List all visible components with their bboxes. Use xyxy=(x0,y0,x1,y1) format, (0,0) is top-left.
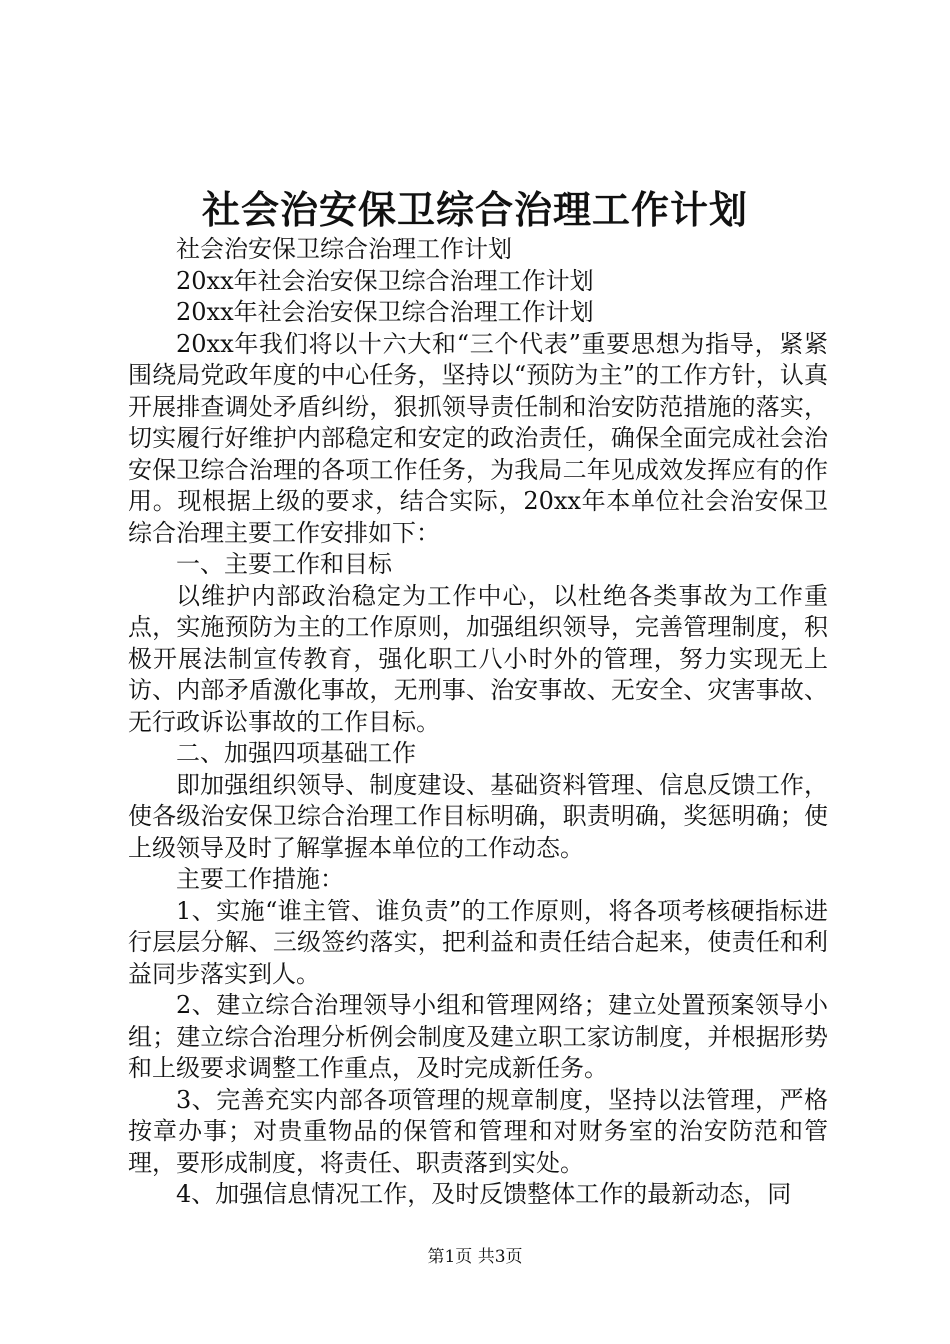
paragraph: 以维护内部政治稳定为工作中心，以杜绝各类事故为工作重点，实施预防为主的工作原则，加强组织领导，完善管理制度，积极开展法制宣传教育，强化职工八小时外的管理，努力实现无上访、内部矛盾激化事故，无刑事、治安事故、无安全、灾害事故、无行政诉讼事故的工作目标。 xyxy=(128,581,828,736)
section-heading: 二、加强四项基础工作 xyxy=(176,739,416,767)
section-heading: 一、主要工作和目标 xyxy=(176,550,392,578)
list-item: 3、完善充实内部各项管理的规章制度，坚持以法管理，严格按章办事；对贵重物品的保管和管理和对财务室的治安防范和管理，要形成制度，将责任、职责落到实处。 xyxy=(128,1085,828,1177)
document-body xyxy=(128,234,828,1211)
list-item: 2、建立综合治理领导小组和管理网络；建立处置预案领导小组；建立综合治理分析例会制度及建立职工家访制度，并根据形势和上级要求调整工作重点，及时完成新任务。 xyxy=(128,991,828,1082)
paragraph: 20xx年社会治安保卫综合治理工作计划 xyxy=(176,266,594,295)
document-title: 社会治安保卫综合治理工作计划 xyxy=(201,187,748,232)
paragraph: 20xx年社会治安保卫综合治理工作计划 xyxy=(176,298,594,326)
paragraph: 社会治安保卫综合治理工作计划 xyxy=(176,235,512,263)
list-item: 1、实施“谁主管、谁负责”的工作原则，将各项考核硬指标进行层层分解、三级签约落实，把利益和责任结合起来，使责任和利益同步落实到人。 xyxy=(128,896,828,988)
list-item: 4、加强信息情况工作，及时反馈整体工作的最新动态，同 xyxy=(176,1180,792,1208)
page-number-footer: 第1页 共3页 xyxy=(427,1247,523,1267)
paragraph: 20xx年我们将以十六大和“三个代表”重要思想为指导，紧紧围绕局党政年度的中心任务，坚持以“预防为主”的工作方针，认真开展排查调处矛盾纠纷，狠抓领导责任制和治安防范措施的落实，切实履行好维护内部稳定和安定的政治责任，确保全面完成社会治安保卫综合治理的各项工作任务，为我局二年见成效发挥应有的作用。现根据上级的要求，结合实际，20xx年本单位社会治安保卫综合治理主要工作安排如下： xyxy=(128,329,828,547)
paragraph: 即加强组织领导、制度建设、基础资料管理、信息反馈工作，使各级治安保卫综合治理工作目标明确，职责明确，奖惩明确；使上级领导及时了解掌握本单位的工作动态。 xyxy=(128,770,828,862)
section-heading: 主要工作措施： xyxy=(176,865,344,893)
